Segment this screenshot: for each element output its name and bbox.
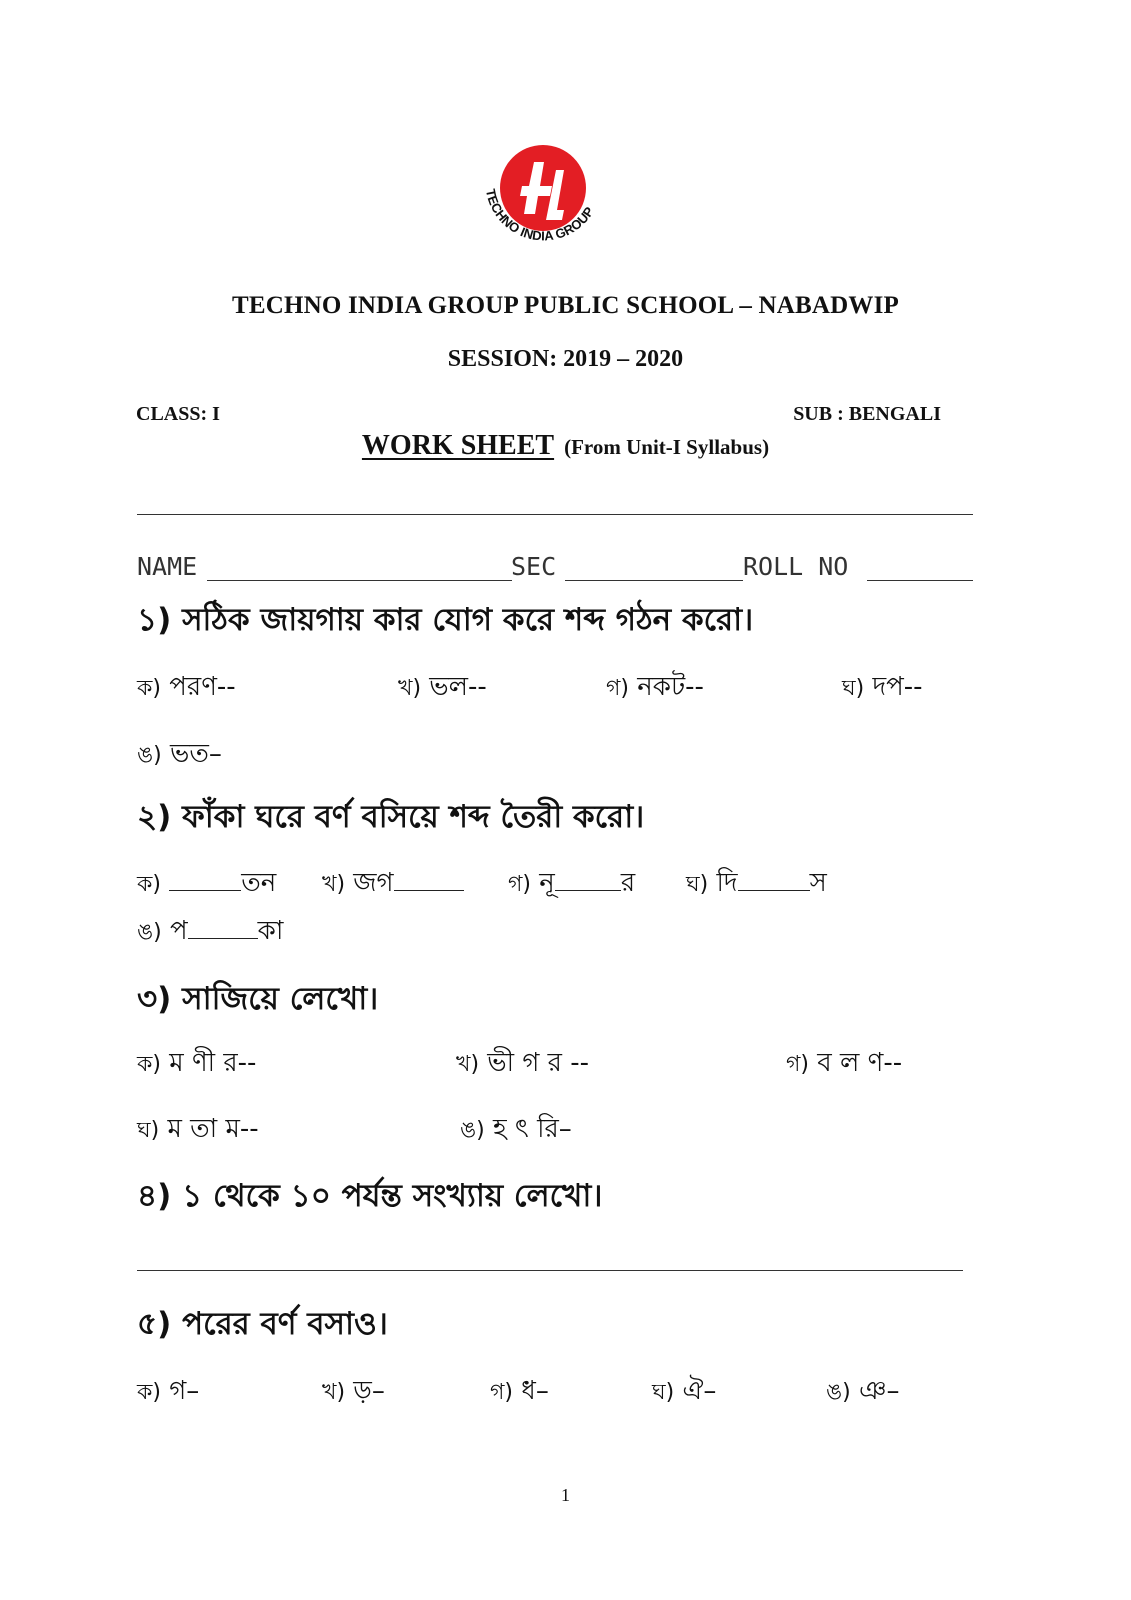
sec-label: SEC <box>511 552 557 581</box>
item-marker: ক) <box>137 676 161 701</box>
item-prefix: প <box>169 916 188 946</box>
q3-item-kha <box>456 1042 589 1086</box>
item-text: ঞ– <box>858 1376 900 1406</box>
techno-india-logo <box>468 140 618 270</box>
item-text: ঐ– <box>682 1376 717 1406</box>
item-marker: ঙ) <box>137 743 162 768</box>
item-text: নকট-- <box>637 672 704 702</box>
item-marker: খ) <box>456 1052 480 1077</box>
q2-item-ka <box>137 862 276 906</box>
sec-blank[interactable] <box>565 580 743 581</box>
item-marker: ক) <box>137 1380 161 1405</box>
item-marker: খ) <box>398 676 422 701</box>
q5-item-ga <box>490 1370 549 1414</box>
item-marker: ঘ) <box>652 1380 675 1405</box>
worksheet-title: WORK SHEET <box>361 430 555 461</box>
worksheet-note: (From Unit-I Syllabus) <box>564 435 770 459</box>
q3-item-gha <box>137 1108 259 1152</box>
item-marker: গ) <box>786 1052 810 1077</box>
question-5-title: ৫) পরের বর্ণ বসাও। <box>137 1306 388 1342</box>
q1-item-kha <box>398 666 487 710</box>
item-text: ভত– <box>169 739 222 769</box>
item-suffix: স <box>809 868 827 898</box>
fill-blank[interactable] <box>555 868 621 891</box>
item-suffix: তন <box>241 868 277 898</box>
q5-item-gha <box>652 1370 716 1414</box>
item-suffix: কা <box>257 916 284 946</box>
q3-item-ka <box>137 1042 256 1086</box>
logo-ring-text: TECHNO INDIA GROUP <box>482 187 597 244</box>
school-name: TECHNO INDIA GROUP PUBLIC SCHOOL – NABADWIP <box>231 292 900 319</box>
q5-item-ka <box>137 1370 199 1414</box>
item-text: ম তা ম-- <box>167 1114 259 1144</box>
name-label: NAME <box>137 552 198 581</box>
fill-blank[interactable] <box>394 868 464 891</box>
item-text: গ– <box>169 1376 200 1406</box>
item-suffix: র <box>620 868 636 898</box>
worksheet-heading <box>0 430 1131 462</box>
q3-item-umo <box>460 1108 572 1152</box>
q5-item-umo <box>826 1370 899 1414</box>
roll-blank[interactable] <box>867 580 973 581</box>
item-text: ম ণী র-- <box>169 1048 257 1078</box>
q1-item-ga <box>606 666 704 710</box>
question-4-title: ৪) ১ থেকে ১০ পর্যন্ত সংখ্যায় লেখো। <box>137 1178 603 1214</box>
question-3-title: ৩) সাজিয়ে লেখো। <box>137 981 379 1017</box>
subject-label: SUB : BENGALI <box>793 403 941 425</box>
item-text: দপ-- <box>872 672 923 702</box>
item-marker: গ) <box>490 1380 514 1405</box>
item-marker: গ) <box>508 872 532 897</box>
question-1-title: ১) সঠিক জায়গায় কার যোগ করে শব্দ গঠন করো। <box>137 602 754 638</box>
item-marker: ক) <box>137 872 161 897</box>
q2-item-umo <box>137 910 283 954</box>
item-prefix: নূ <box>539 868 555 898</box>
answer-line[interactable] <box>137 1270 963 1271</box>
item-marker: ক) <box>137 1052 161 1077</box>
item-text: ড়– <box>353 1376 385 1406</box>
item-marker: খ) <box>322 1380 346 1405</box>
item-text: হ ৎ রি– <box>492 1114 572 1144</box>
q1-item-ka <box>137 666 236 710</box>
item-marker: ঙ) <box>137 920 162 945</box>
item-text: ভল-- <box>429 672 487 702</box>
item-text: পরণ-- <box>169 672 236 702</box>
roll-label: ROLL NO <box>743 552 849 581</box>
item-text: ব ল ণ-- <box>817 1048 903 1078</box>
session-label: SESSION: 2019 – 2020 <box>447 346 684 372</box>
item-marker: ঙ) <box>826 1380 851 1405</box>
name-blank[interactable] <box>207 580 512 581</box>
q1-item-umo <box>137 733 222 777</box>
q2-item-kha <box>322 862 464 906</box>
class-label: CLASS: I <box>136 403 220 425</box>
item-text: ধ– <box>521 1376 549 1406</box>
q2-item-gha <box>686 862 827 906</box>
divider-rule <box>137 514 973 515</box>
q2-item-ga <box>508 862 635 906</box>
q5-item-kha <box>322 1370 385 1414</box>
item-marker: ঘ) <box>137 1118 160 1143</box>
item-prefix: দি <box>716 868 738 898</box>
item-text: ভী গ র -- <box>487 1048 590 1078</box>
item-prefix: জগ <box>353 868 394 898</box>
fill-blank[interactable] <box>169 868 241 891</box>
item-marker: ঘ) <box>686 872 709 897</box>
q1-item-gha <box>842 666 923 710</box>
q3-item-ga <box>786 1042 902 1086</box>
item-marker: ঘ) <box>842 676 865 701</box>
item-marker: গ) <box>606 676 630 701</box>
page-number: 1 <box>561 1485 570 1505</box>
fill-blank[interactable] <box>188 916 258 939</box>
question-2-title: ২) ফাঁকা ঘরে বর্ণ বসিয়ে শব্দ তৈরী করো। <box>137 799 645 835</box>
item-marker: খ) <box>322 872 346 897</box>
student-info-row <box>137 552 997 584</box>
item-marker: ঙ) <box>460 1118 485 1143</box>
fill-blank[interactable] <box>738 868 810 891</box>
